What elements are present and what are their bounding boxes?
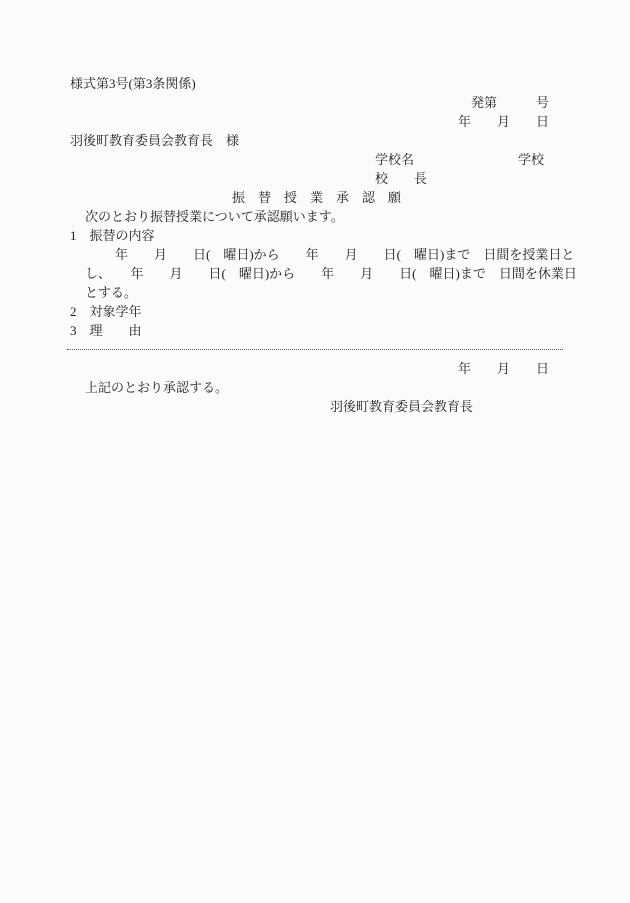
item1-line3: とする。: [85, 285, 138, 300]
item3-heading: 3 理 由: [70, 323, 142, 338]
dotted-divider: [67, 349, 563, 350]
issue-date-line: 年 月 日: [457, 114, 549, 129]
item1-heading: 1 振替の内容: [70, 228, 155, 243]
approver-line: 羽後町教育委員会教育長: [330, 399, 474, 414]
item1-line1: 年 月 日( 曜日)から 年 月 日( 曜日)まで 日間を授業日と: [115, 247, 575, 262]
document-content: [70, 74, 577, 416]
item1-line2: し、 年 月 日( 曜日)から 年 月 日( 曜日)まで 日間を休業日: [85, 266, 577, 281]
approval-text-line: 上記のとおり承認する。: [85, 380, 229, 395]
school-name-line: 学校名 学校: [375, 152, 545, 167]
issue-number-line: 発第 号: [470, 95, 549, 110]
principal-line: 校 長: [375, 171, 428, 186]
form-number: 様式第3号(第3条関係): [70, 76, 196, 91]
approval-date-line: 年 月 日: [457, 361, 549, 376]
item2-heading: 2 対象学年: [70, 304, 142, 319]
addressee-line: 羽後町教育委員会教育長 様: [70, 133, 240, 148]
document-title: 振 替 授 業 承 認 願: [231, 190, 401, 205]
intro-line: 次のとおり振替授業について承認願います。: [85, 209, 344, 224]
divider-row: [70, 340, 563, 359]
